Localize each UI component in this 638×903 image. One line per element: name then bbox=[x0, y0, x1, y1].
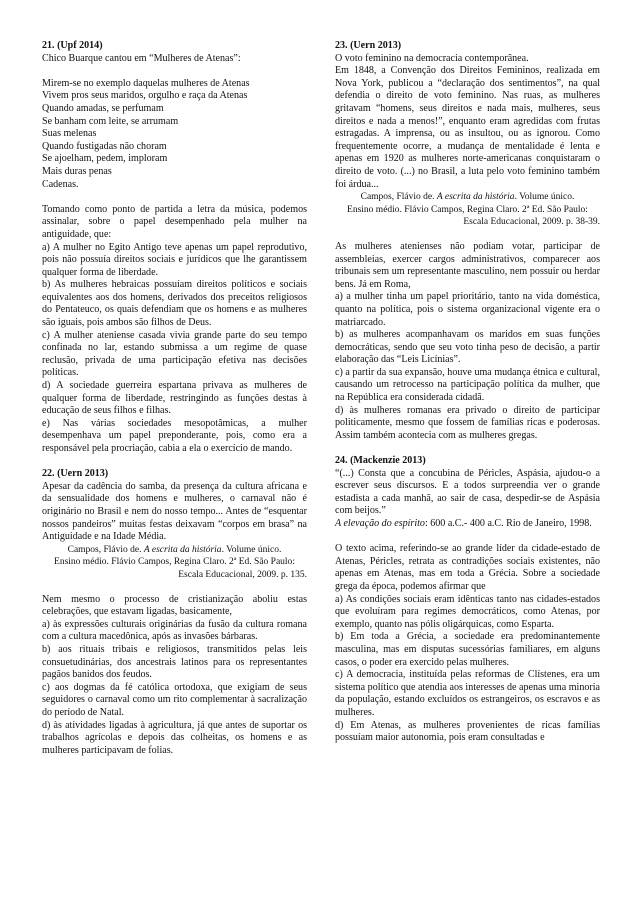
question-23-reference-line3: Escala Educacional, 2009. p. 38-39. bbox=[463, 216, 600, 227]
poem-line: Se banham com leite, se arrumam bbox=[42, 115, 179, 127]
question-23-reference: Campos, Flávio de. A escrita da história. Volume único. bbox=[360, 192, 575, 203]
question-24-option-a: a) As condições sociais eram idênticas tanto nas cidades-estados que evoluíram para regimes democráticos, como Atenas, por exemplo, quanto nas pólis oligárquicas, como Esparta. bbox=[335, 593, 600, 630]
question-23-text: Em 1848, a Convenção dos Direitos Femininos, realizada em Nova York, publicou a “declaração dos sentimentos”, na qual defendia o direito de voto feminino. Nas ruas, as mulheres gritavam “homens, seus direitos e nada mais, mulheres, seus direitos e nada a menos!”, enquanto eram agredidas com frutas estragadas. A imprensa, ou as insultou, ou as ignorou. Como frequentemente ocorre, a mudança de mentalidade é lenta e apenas em 1920 as mulheres norte-americanas conquistaram o direito de voto. (...) no Brasil, a luta pelo voto feminino também foi árdua... bbox=[335, 65, 600, 190]
question-21-option-a: a) A mulher no Egito Antigo teve apenas um papel reprodutivo, pois não possuía direitos sociais e jurídicos que lhe garantissem qualquer forma de liberdade. bbox=[42, 241, 307, 278]
question-22-reference-line2: Ensino médio. Flávio Campos, Regina Claro. 2ª Ed. São Paulo: bbox=[54, 557, 295, 568]
question-22-reference-line3: Escala Educacional, 2009. p. 135. bbox=[178, 569, 307, 580]
question-22-reference: Campos, Flávio de. A escrita da história. Volume único. bbox=[67, 544, 282, 555]
question-21-option-c: c) A mulher ateniense casada vivia grande parte do seu tempo confinada no lar, estando submissa a um regime de quase reclusão, privada de uma participação efetiva nas decisões políticas. bbox=[42, 329, 307, 379]
poem-line: Vivem pros seus maridos, orgulho e raça da Atenas bbox=[42, 90, 248, 102]
left-column bbox=[42, 40, 307, 757]
question-23-option-d: d) às mulheres romanas era privado o direito de participar politicamente, mesmo que fossem de famílias ricas e poderosas. Assim também acontecia com as mulheres gregas. bbox=[335, 404, 600, 441]
question-22-option-b: b) aos rituais tribais e religiosos, transmitidos pelas leis consuetudinárias, dos ancestrais latinos para os representantes pagãos banidos dos feudos. bbox=[42, 643, 307, 681]
question-24-option-c: c) A democracia, instituída pelas reformas de Clístenes, era um sistema político que atendia aos interesses de apenas uma minoria da população, estando excluídos os estrangeiros, os escravos e as mulheres. bbox=[335, 669, 600, 718]
question-21-prompt: Tomando como ponto de partida a letra da música, podemos assinalar, sobre o papel desempenhado pela mulher na antiguidade, que: bbox=[42, 203, 307, 240]
question-21-option-e: e) Nas várias sociedades mesopotâmicas, a mulher desempenhava um papel preponderante, pois, como era a responsável pela procriação, cabia a ela o exercício de mando. bbox=[42, 417, 307, 454]
question-22-text: Apesar da cadência do samba, da presença da cultura africana e da sensualidade dos homens e mulheres, o carnaval não é originário no Brasil e nem do nosso tempo... Antes de “esquentar nossos pandeiros” muitas festas deixavam “corpos em brasa” na Antiguidade e na Idade Média. bbox=[42, 480, 307, 543]
question-23-reference-line2: Ensino médio. Flávio Campos, Regina Claro. 2ª Ed. São Paulo: bbox=[347, 204, 588, 215]
question-23-option-c: c) a partir da sua expansão, houve uma mudança étnica e cultural, causando um retrocesso na participação política da mulher, que na República era considerada cidadã. bbox=[335, 366, 600, 404]
poem-line: Mais duras penas bbox=[42, 165, 112, 177]
right-column bbox=[335, 40, 600, 745]
question-21-option-d: d) A sociedade guerreira espartana privava as mulheres de qualquer forma de liberdade, restringindo as funções destas à educação de seus filhos e filhas. bbox=[42, 380, 307, 417]
question-24-option-b: b) Em toda a Grécia, a sociedade era predominantemente masculina, mas em disputas sucessórias familiares, em alguns casos, o poder era exercido pelas mulheres. bbox=[335, 631, 600, 668]
question-23-title: 23. (Uern 2013) bbox=[335, 40, 402, 51]
question-21-title: 21. (Upf 2014) bbox=[42, 40, 103, 51]
poem-line: Suas melenas bbox=[42, 128, 97, 140]
question-24-source: A elevação do espírito: 600 a.C.- 400 a.C. Rio de Janeiro, 1998. bbox=[335, 518, 592, 529]
question-21-option-b: b) As mulheres hebraicas possuíam direitos políticos e sociais equivalentes aos dos homens, derivados dos preceitos religiosos do Pentateuco, os quais defendiam que os homens e as mulheres são iguais, pois ambos são filhos de Deus. bbox=[42, 279, 307, 329]
question-24-prompt: O texto acima, referindo-se ao grande líder da cidade-estado de Atenas, Péricles, retrata as contradições sociais existentes, não apenas em Atenas, mas em toda a Grécia. Sobre a sociedade grega da época, podemos afirmar que bbox=[335, 543, 600, 592]
question-23-option-a: a) a mulher tinha um papel prioritário, tanto na vida doméstica, quanto na política, pois o sistema organizacional vigente era o matriarcado. bbox=[335, 291, 600, 328]
question-22-prompt: Nem mesmo o processo de cristianização aboliu estas celebrações, que estavam ligadas, basicamente, bbox=[42, 593, 307, 618]
question-24-option-d: d) Em Atenas, as mulheres provenientes de ricas famílias possuíam maior autonomia, pois eram consultadas e bbox=[335, 719, 600, 744]
question-22-option-d: d) às atividades ligadas à agricultura, já que antes de suportar os trabalhos agrícolas e depois das colheitas, os homens e as mulheres participavam de folias. bbox=[42, 719, 307, 756]
question-21-intro: Chico Buarque cantou em “Mulheres de Atenas”: bbox=[42, 52, 241, 64]
question-22-title: 22. (Uern 2013) bbox=[42, 468, 109, 480]
poem-line: Quando amadas, se perfumam bbox=[42, 102, 164, 114]
question-23-option-b: b) as mulheres acompanhavam os maridos em suas funções democráticas, sendo que seu voto tinha peso de decisão, a partir elaboração das “Leis Licínias”. bbox=[335, 329, 600, 366]
poem-line: Cadenas. bbox=[42, 178, 79, 190]
question-24-quote: “(...) Consta que a concubina de Péricles, Aspásia, ajudou-o a escrever seus discursos. E a todos surpreendia ver o grande estadista a cada manhã, ao sair de casa, despedir-se de Aspásia com beijos.” bbox=[335, 467, 600, 517]
question-23-subtitle: O voto feminino na democracia contemporânea. bbox=[335, 52, 529, 64]
poem-line: Mirem-se no exemplo daquelas mulheres de Atenas bbox=[42, 77, 250, 89]
question-23-prompt: As mulheres atenienses não podiam votar, participar de assembleias, exercer cargos administrativos, comparecer aos tribunais sem um representante masculino, nem possuir ou herdar bens. Já em Roma, bbox=[335, 240, 600, 290]
question-22-option-c: c) aos dogmas da fé católica ortodoxa, que exigiam de seus seguidores o carnaval como um rito complementar à sacralização do período de Natal. bbox=[42, 681, 307, 718]
question-22-option-a: a) às expressões culturais originárias da fusão da cultura romana com a cultura macedônica, após as invasões bárbaras. bbox=[42, 618, 307, 643]
question-24-title: 24. (Mackenzie 2013) bbox=[335, 455, 426, 467]
poem-line: Se ajoelham, pedem, imploram bbox=[42, 153, 168, 165]
document-page bbox=[42, 40, 604, 885]
poem-line: Quando fustigadas não choram bbox=[42, 140, 167, 152]
